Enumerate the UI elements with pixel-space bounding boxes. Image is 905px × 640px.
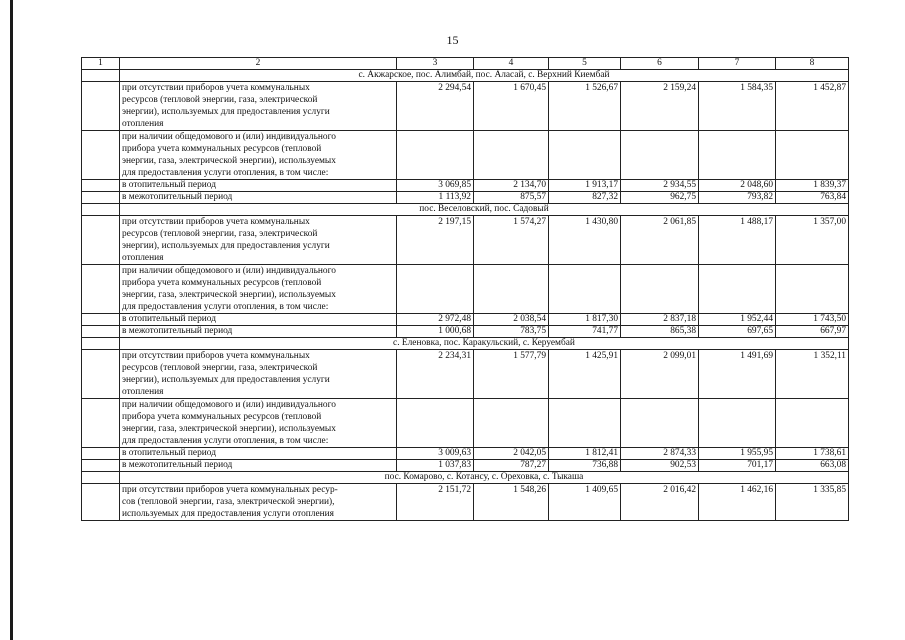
heating-period-row (82, 180, 849, 192)
empty-cell (699, 131, 776, 180)
empty-cell (397, 265, 474, 314)
description-line: прибора учета коммунальных ресурсов (тепловой (122, 412, 322, 422)
description-line: энергии, газа, электрической энергии), используемых (122, 290, 336, 300)
empty-cell (699, 399, 776, 448)
tariff-table-body (82, 70, 849, 521)
description-line: сов (тепловой энергии, газа, электрической энергии), (122, 497, 335, 507)
description-line: при наличии общедомового и (или) индивидуального (122, 400, 336, 410)
tariff-value: 1 352,11 (776, 350, 849, 399)
tariff-value: 1 812,41 (549, 448, 621, 460)
description-line: прибора учета коммунальных ресурсов (тепловой (122, 144, 322, 154)
tariff-value: 2 048,60 (699, 180, 776, 192)
row-index (82, 204, 120, 216)
tariff-value: 783,75 (474, 326, 549, 338)
tariff-value: 2 934,55 (621, 180, 699, 192)
tariff-value: 2 294,54 (397, 82, 474, 131)
description-line: при наличии общедомового и (или) индивидуального (122, 266, 336, 276)
no-meter-row (82, 484, 849, 521)
tariff-value: 1 425,91 (549, 350, 621, 399)
column-header: 7 (699, 58, 776, 70)
tariff-value: 3 069,85 (397, 180, 474, 192)
row-index (82, 192, 120, 204)
tariff-value: 962,75 (621, 192, 699, 204)
row-description (120, 216, 397, 265)
tariff-value: 2 134,70 (474, 180, 549, 192)
row-index (82, 460, 120, 472)
empty-cell (776, 131, 849, 180)
tariff-value: 1 335,85 (776, 484, 849, 521)
tariff-value: 2 874,33 (621, 448, 699, 460)
tariff-value: 827,32 (549, 192, 621, 204)
no-meter-row (82, 82, 849, 131)
empty-cell (776, 265, 849, 314)
tariff-value: 2 099,01 (621, 350, 699, 399)
description-line: энергии), используемых для предоставления услуги (122, 107, 330, 117)
empty-cell (549, 131, 621, 180)
tariff-value: 667,97 (776, 326, 849, 338)
empty-cell (397, 131, 474, 180)
row-description (120, 131, 397, 180)
period-label: в отопительный период (120, 314, 397, 326)
tariff-value: 741,77 (549, 326, 621, 338)
tariff-value: 1 584,35 (699, 82, 776, 131)
row-index (82, 472, 120, 484)
tariff-value: 1 913,17 (549, 180, 621, 192)
with-meter-row (82, 265, 849, 314)
description-line: для предоставления услуги отопления, в том числе: (122, 168, 329, 178)
tariff-value: 1 409,65 (549, 484, 621, 521)
tariff-value: 2 197,15 (397, 216, 474, 265)
tariff-value: 1 357,00 (776, 216, 849, 265)
empty-cell (699, 265, 776, 314)
description-line: прибора учета коммунальных ресурсов (тепловой (122, 278, 322, 288)
with-meter-row (82, 131, 849, 180)
tariff-value: 1 526,67 (549, 82, 621, 131)
tariff-value: 1 839,37 (776, 180, 849, 192)
column-header: 6 (621, 58, 699, 70)
location-row (82, 338, 849, 350)
heating-period-row (82, 448, 849, 460)
empty-cell (474, 265, 549, 314)
description-line: ресурсов (тепловой энергии, газа, электрической (122, 95, 318, 105)
tariff-value: 1 738,61 (776, 448, 849, 460)
tariff-value: 663,08 (776, 460, 849, 472)
tariff-value: 1 113,92 (397, 192, 474, 204)
description-line: энергии), используемых для предоставления услуги (122, 241, 330, 251)
page-number: 15 (446, 33, 459, 47)
tariff-value: 1 952,44 (699, 314, 776, 326)
description-line: ресурсов (тепловой энергии, газа, электрической (122, 363, 318, 373)
tariff-value: 1 037,83 (397, 460, 474, 472)
tariff-value: 2 061,85 (621, 216, 699, 265)
column-header: 2 (120, 58, 397, 70)
description-line: используемых для предоставления услуги отопления (122, 509, 334, 519)
tariff-value: 2 972,48 (397, 314, 474, 326)
column-header: 8 (776, 58, 849, 70)
empty-cell (474, 399, 549, 448)
row-description (120, 265, 397, 314)
offseason-period-row (82, 326, 849, 338)
tariff-value: 1 462,16 (699, 484, 776, 521)
row-index (82, 265, 120, 314)
description-line: энергии, газа, электрической энергии), используемых (122, 156, 336, 166)
tariff-value: 2 042,05 (474, 448, 549, 460)
tariff-value: 2 151,72 (397, 484, 474, 521)
tariff-value: 2 234,31 (397, 350, 474, 399)
tariff-value: 793,82 (699, 192, 776, 204)
period-label: в отопительный период (120, 180, 397, 192)
tariff-value: 1 430,80 (549, 216, 621, 265)
description-line: при отсутствии приборов учета коммунальных (122, 217, 310, 227)
offseason-period-row (82, 460, 849, 472)
no-meter-row (82, 350, 849, 399)
description-line: при наличии общедомового и (или) индивидуального (122, 132, 336, 142)
row-index (82, 180, 120, 192)
row-index (82, 314, 120, 326)
tariff-value: 865,38 (621, 326, 699, 338)
description-line: ресурсов (тепловой энергии, газа, электрической (122, 229, 318, 239)
tariff-value: 1 670,45 (474, 82, 549, 131)
tariff-value: 763,84 (776, 192, 849, 204)
tariff-value: 1 955,95 (699, 448, 776, 460)
tariff-value: 701,17 (699, 460, 776, 472)
tariff-value: 1 452,87 (776, 82, 849, 131)
tariff-value: 2 159,24 (621, 82, 699, 131)
period-label: в отопительный период (120, 448, 397, 460)
tariff-value: 1 488,17 (699, 216, 776, 265)
row-index (82, 338, 120, 350)
period-label: в межотопительный период (120, 326, 397, 338)
row-index (82, 448, 120, 460)
row-description (120, 484, 397, 521)
tariff-value: 1 743,50 (776, 314, 849, 326)
empty-cell (621, 131, 699, 180)
row-index (82, 326, 120, 338)
location-heading: с. Акжарское, пос. Алимбай, пос. Аласай, с. Верхний Киембай (120, 70, 849, 82)
row-index (82, 131, 120, 180)
row-description (120, 82, 397, 131)
empty-cell (397, 399, 474, 448)
empty-cell (549, 265, 621, 314)
column-header: 4 (474, 58, 549, 70)
description-line: отопления (122, 119, 164, 129)
column-header: 5 (549, 58, 621, 70)
tariff-value: 3 009,63 (397, 448, 474, 460)
tariff-value: 1 817,30 (549, 314, 621, 326)
empty-cell (474, 131, 549, 180)
with-meter-row (82, 399, 849, 448)
description-line: отопления (122, 253, 164, 263)
description-line: для предоставления услуги отопления, в том числе: (122, 302, 329, 312)
period-label: в межотопительный период (120, 192, 397, 204)
location-row (82, 472, 849, 484)
description-line: при отсутствии приборов учета коммунальных (122, 83, 310, 93)
tariff-value: 787,27 (474, 460, 549, 472)
row-index (82, 484, 120, 521)
description-line: энергии, газа, электрической энергии), используемых (122, 424, 336, 434)
row-index (82, 82, 120, 131)
column-header: 1 (82, 58, 120, 70)
tariff-value: 2 038,54 (474, 314, 549, 326)
description-line: при отсутствии приборов учета коммунальных (122, 351, 310, 361)
location-heading: с. Еленовка, пос. Каракульский, с. Керуембай (120, 338, 849, 350)
empty-cell (776, 399, 849, 448)
column-header: 3 (397, 58, 474, 70)
description-line: при отсутствии приборов учета коммунальных ресур- (122, 485, 338, 495)
row-description (120, 350, 397, 399)
tariff-value: 2 016,42 (621, 484, 699, 521)
row-index (82, 216, 120, 265)
row-description (120, 399, 397, 448)
tariff-table (81, 57, 849, 521)
row-index (82, 70, 120, 82)
tariff-value: 1 548,26 (474, 484, 549, 521)
row-index (82, 399, 120, 448)
row-index (82, 350, 120, 399)
tariff-value: 902,53 (621, 460, 699, 472)
location-heading: пос. Комарово, с. Котансу, с. Ореховка, с. Тыкаша (120, 472, 849, 484)
description-line: для предоставления услуги отопления, в том числе: (122, 436, 329, 446)
empty-cell (621, 265, 699, 314)
heating-period-row (82, 314, 849, 326)
tariff-value: 1 574,27 (474, 216, 549, 265)
description-line: энергии), используемых для предоставления услуги (122, 375, 330, 385)
location-row (82, 204, 849, 216)
tariff-value: 2 837,18 (621, 314, 699, 326)
location-heading: пос. Веселовский, пос. Садовый (120, 204, 849, 216)
tariff-value: 697,65 (699, 326, 776, 338)
period-label: в межотопительный период (120, 460, 397, 472)
tariff-value: 1 000,68 (397, 326, 474, 338)
offseason-period-row (82, 192, 849, 204)
location-row (82, 70, 849, 82)
column-header-row (82, 58, 849, 70)
tariff-value: 1 577,79 (474, 350, 549, 399)
scan-margin-bar (10, 0, 13, 640)
tariff-value: 1 491,69 (699, 350, 776, 399)
tariff-value: 875,57 (474, 192, 549, 204)
empty-cell (621, 399, 699, 448)
tariff-value: 736,88 (549, 460, 621, 472)
empty-cell (549, 399, 621, 448)
description-line: отопления (122, 387, 164, 397)
no-meter-row (82, 216, 849, 265)
